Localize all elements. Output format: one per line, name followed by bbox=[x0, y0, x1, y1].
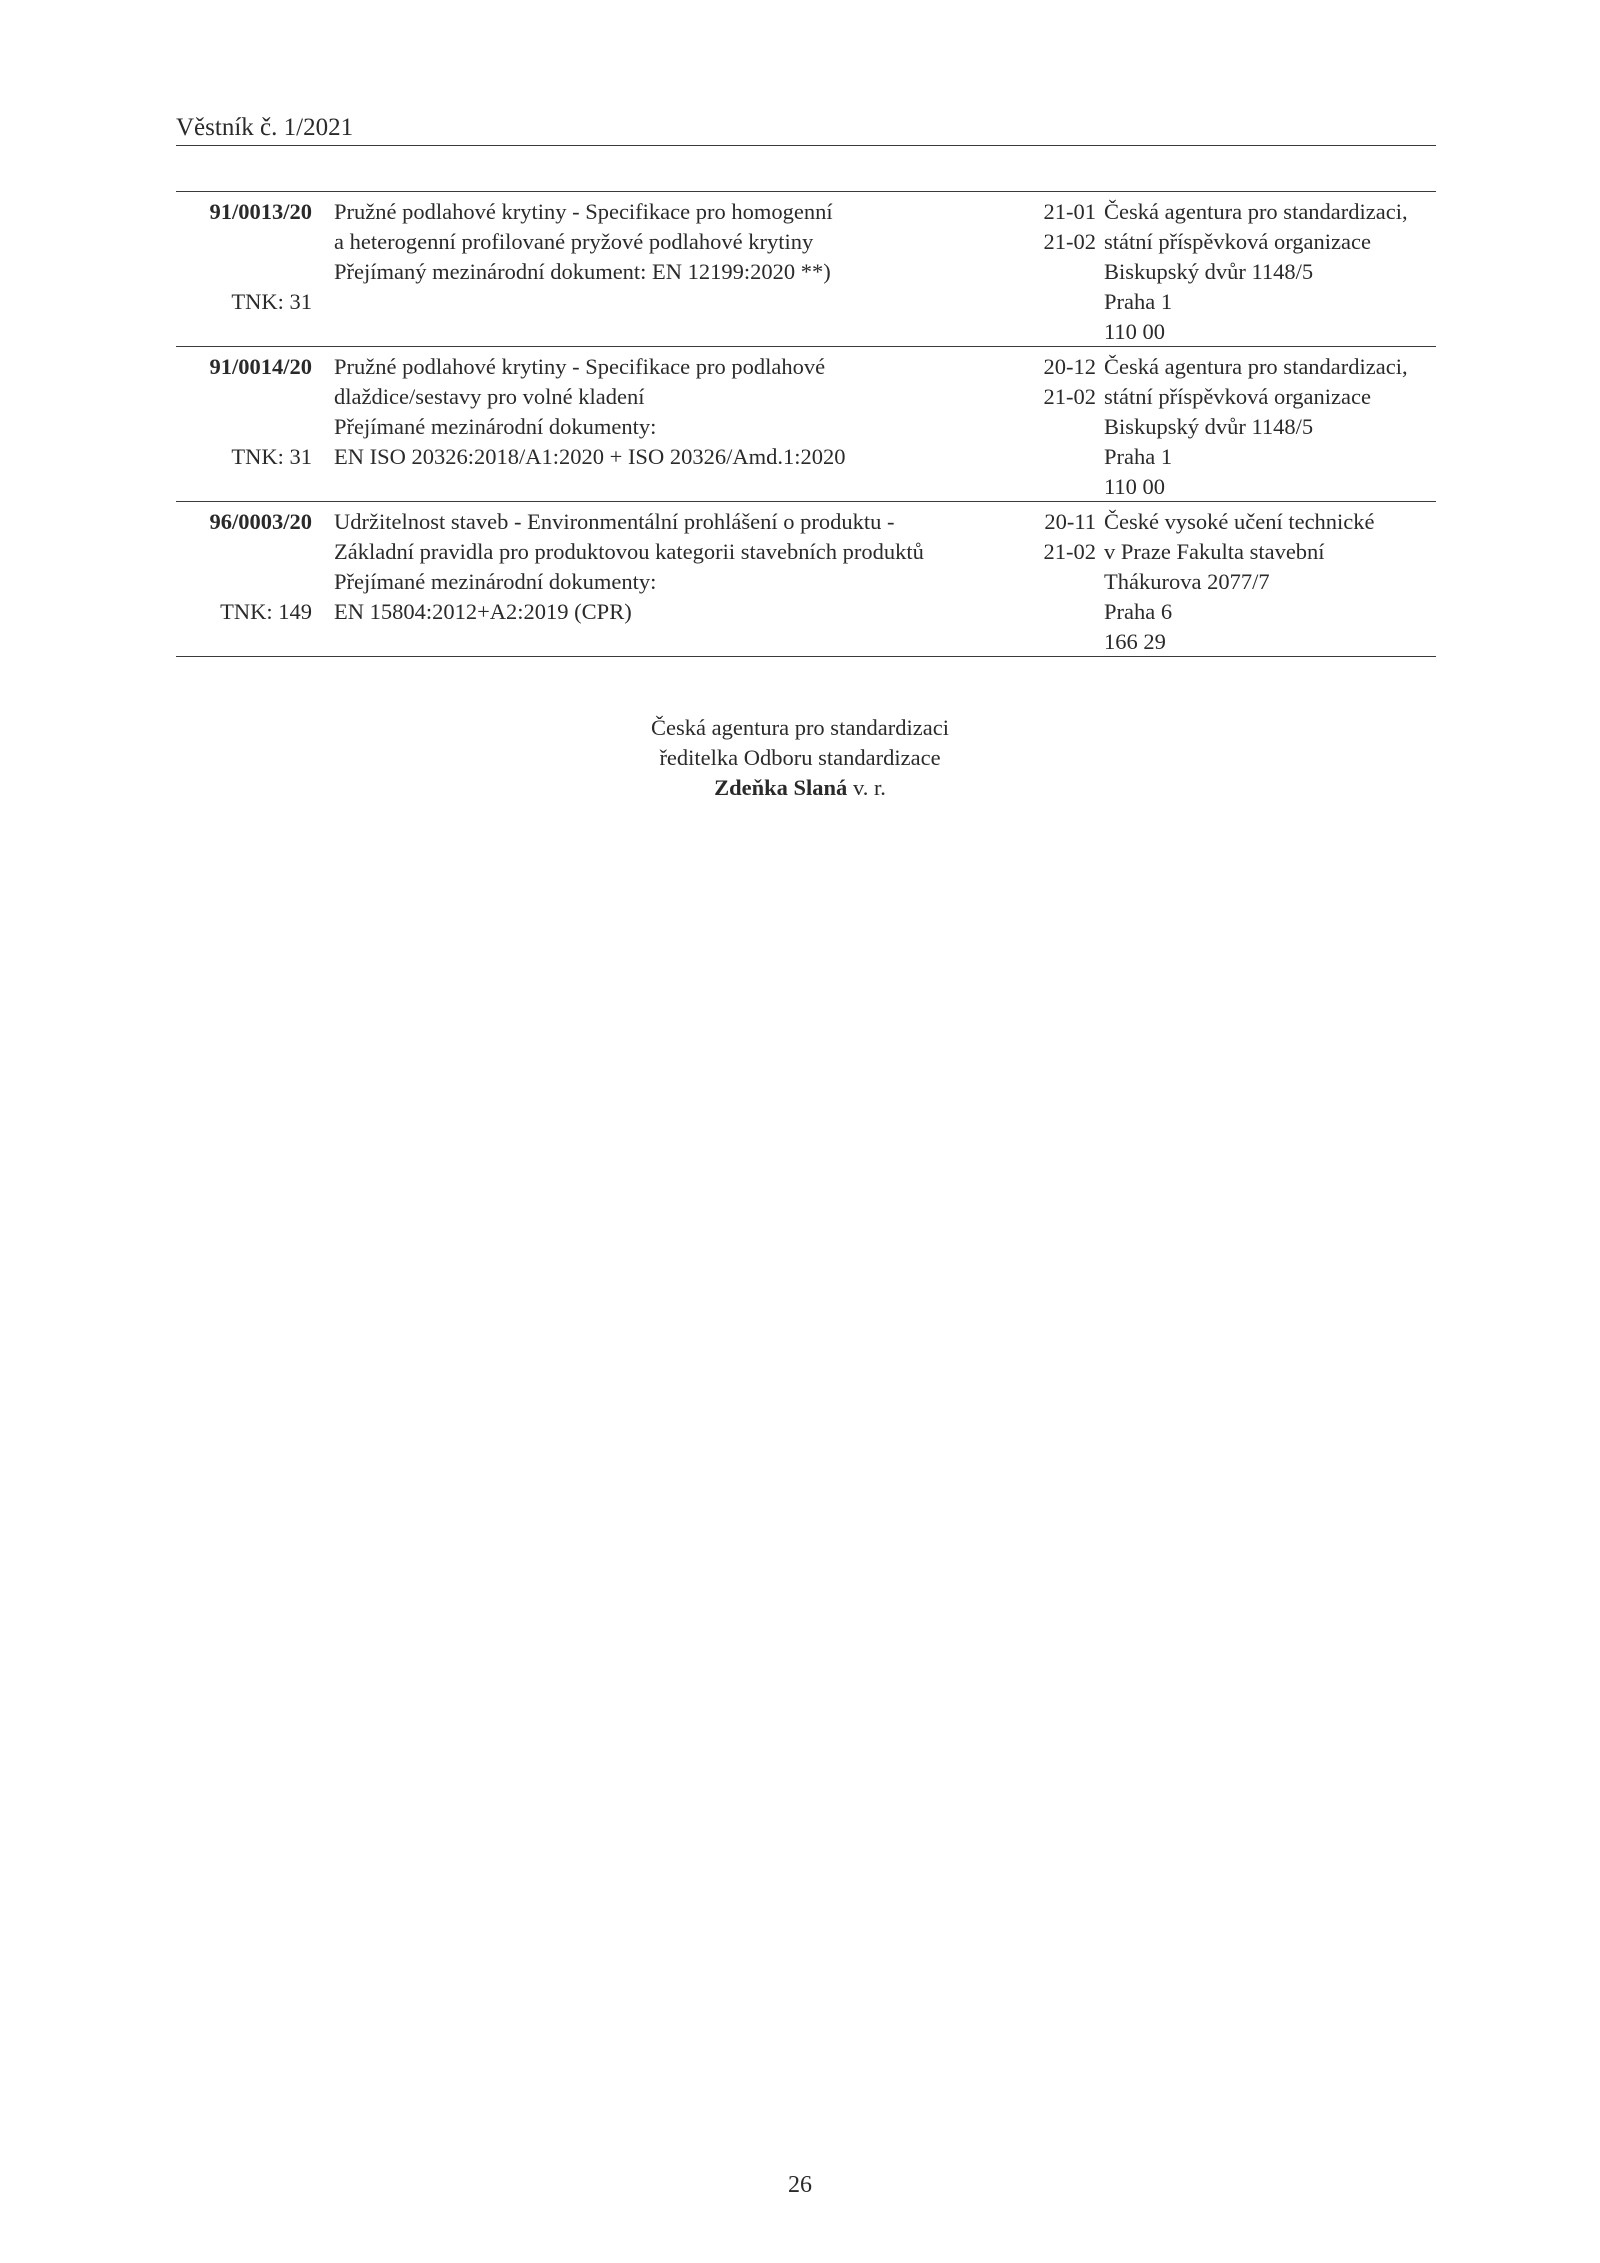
date-end: 21-02 bbox=[1043, 384, 1096, 409]
tnk-label: TNK: 31 bbox=[231, 444, 312, 469]
signature-block bbox=[500, 713, 1100, 803]
title-line: a heterogenní profilované pryžové podlahové krytiny bbox=[334, 229, 814, 254]
table-row bbox=[176, 192, 1436, 347]
standards-table bbox=[176, 191, 1436, 657]
org-line: Thákurova 2077/7 bbox=[1104, 569, 1270, 594]
title-cell bbox=[334, 507, 1014, 627]
date-start: 20-11 bbox=[1044, 509, 1096, 534]
title-line: Přejímaný mezinárodní dokument: EN 12199:2020 **) bbox=[334, 259, 831, 284]
organization-cell bbox=[1104, 197, 1436, 347]
title-cell bbox=[334, 197, 1014, 287]
org-line: Praha 1 bbox=[1104, 289, 1173, 314]
date-start: 21-01 bbox=[1043, 199, 1096, 224]
title-cell bbox=[334, 352, 1014, 472]
org-line: Česká agentura pro standardizaci, bbox=[1104, 199, 1408, 224]
organization-cell bbox=[1104, 352, 1436, 502]
signature-role: ředitelka Odboru standardizace bbox=[659, 745, 941, 770]
page-number: 26 bbox=[788, 2172, 812, 2198]
title-line: EN 15804:2012+A2:2019 (CPR) bbox=[334, 599, 632, 624]
standard-number: 96/0003/20 bbox=[209, 509, 312, 534]
date-end: 21-02 bbox=[1043, 229, 1096, 254]
org-line: 110 00 bbox=[1104, 474, 1166, 499]
header-rule bbox=[176, 145, 1436, 146]
org-line: Praha 1 bbox=[1104, 444, 1173, 469]
running-header: Věstník č. 1/2021 bbox=[176, 114, 354, 141]
row-number-cell bbox=[176, 352, 312, 472]
org-line: České vysoké učení technické bbox=[1104, 509, 1375, 534]
title-line: Udržitelnost staveb - Environmentální prohlášení o produktu - bbox=[334, 509, 895, 534]
org-line: v Praze Fakulta stavební bbox=[1104, 539, 1325, 564]
dates-cell bbox=[1006, 507, 1096, 567]
org-line: státní příspěvková organizace bbox=[1104, 229, 1371, 254]
date-end: 21-02 bbox=[1043, 539, 1096, 564]
title-line: Pružné podlahové krytiny - Specifikace pro homogenní bbox=[334, 199, 833, 224]
org-line: Praha 6 bbox=[1104, 599, 1173, 624]
signature-name-line bbox=[500, 773, 1100, 803]
dates-cell bbox=[1006, 197, 1096, 257]
title-line: dlaždice/sestavy pro volné kladení bbox=[334, 384, 645, 409]
title-line: Pružné podlahové krytiny - Specifikace pro podlahové bbox=[334, 354, 826, 379]
table-row bbox=[176, 502, 1436, 657]
org-line: 110 00 bbox=[1104, 319, 1166, 344]
dates-cell bbox=[1006, 352, 1096, 412]
row-number-cell bbox=[176, 507, 312, 627]
title-line: EN ISO 20326:2018/A1:2020 + ISO 20326/Amd.1:2020 bbox=[334, 444, 846, 469]
organization-cell bbox=[1104, 507, 1436, 657]
title-line: Přejímané mezinárodní dokumenty: bbox=[334, 569, 657, 594]
title-line: Základní pravidla pro produktovou kategorii stavebních produktů bbox=[334, 539, 924, 564]
row-number-cell bbox=[176, 197, 312, 317]
signatory-name: Zdeňka Slaná bbox=[714, 775, 848, 800]
signature-suffix: v. r. bbox=[847, 775, 886, 800]
table-row bbox=[176, 347, 1436, 502]
tnk-label: TNK: 149 bbox=[220, 599, 312, 624]
title-line: Přejímané mezinárodní dokumenty: bbox=[334, 414, 657, 439]
org-line: státní příspěvková organizace bbox=[1104, 384, 1371, 409]
org-line: 166 29 bbox=[1104, 629, 1166, 654]
standard-number: 91/0013/20 bbox=[209, 199, 312, 224]
org-line: Česká agentura pro standardizaci, bbox=[1104, 354, 1408, 379]
signature-organization: Česká agentura pro standardizaci bbox=[651, 715, 949, 740]
date-start: 20-12 bbox=[1043, 354, 1096, 379]
org-line: Biskupský dvůr 1148/5 bbox=[1104, 414, 1314, 439]
standard-number: 91/0014/20 bbox=[209, 354, 312, 379]
tnk-label: TNK: 31 bbox=[231, 289, 312, 314]
org-line: Biskupský dvůr 1148/5 bbox=[1104, 259, 1314, 284]
